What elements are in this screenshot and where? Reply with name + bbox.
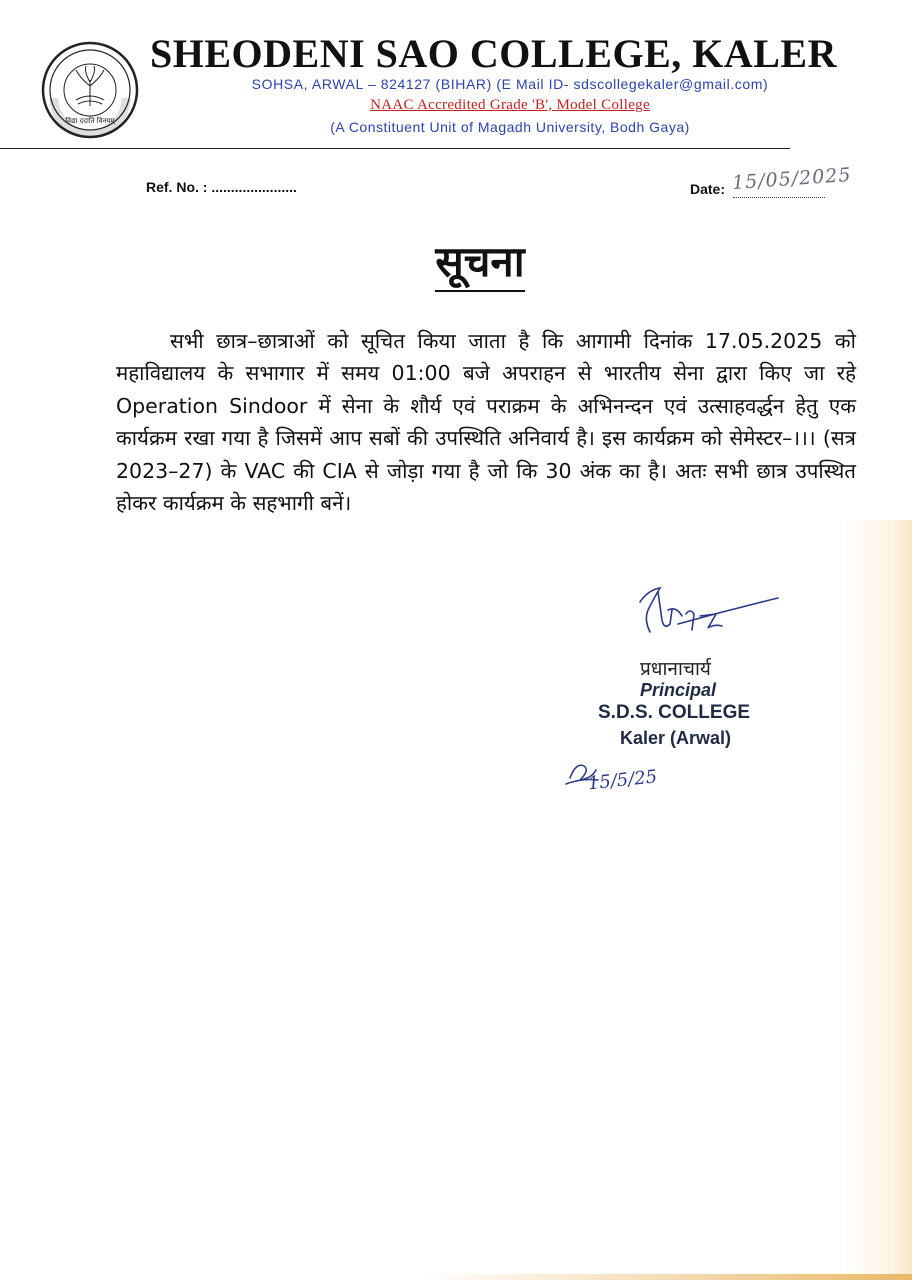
principal-signature bbox=[628, 580, 788, 650]
designation-hindi: प्रधानाचार्य bbox=[640, 658, 711, 680]
college-name: SHEODENI SAO COLLEGE, KALER bbox=[150, 31, 837, 76]
paper-bottom-edge bbox=[420, 1274, 912, 1280]
notice-title bbox=[380, 232, 580, 289]
affiliation-line: (A Constituent Unit of Magadh University, Bodh Gaya) bbox=[330, 119, 690, 135]
paper-edge-tint bbox=[842, 520, 912, 1280]
accreditation-line: NAAC Accredited Grade 'B', Model College bbox=[370, 97, 650, 113]
college-seal-icon bbox=[40, 40, 140, 140]
date-underline bbox=[733, 197, 825, 198]
date-label: Date: bbox=[690, 181, 726, 197]
reference-number: Ref. No. : ...................... bbox=[146, 179, 297, 195]
notice-title-text: सूचना bbox=[435, 237, 524, 292]
initial-with-date bbox=[562, 748, 662, 798]
college-address: SOHSA, ARWAL – 824127 (BIHAR) (E Mail ID- sdscollegekaler@gmail.com) bbox=[251, 76, 769, 92]
initial-date: 15/5/25 bbox=[586, 766, 659, 795]
notice-body: सभी छात्र–छात्राओं को सूचित किया जाता है कि आगामी दिनांक 17.05.2025 को महाविद्यालय के सभागार में समय 01:00 बजे अपराहन से भारतीय सेना द्वारा किए जा रहे Operation Sindoor में सेना के शौर्य एवं पराक्रम के अभिनन्दन एवं उत्साहवर्द्धन हेतु एक कार्यक्रम रखा गया है जिसमें आप सबों की उपस्थिति अनिवार्य है। इस कार्यक्रम को सेमेस्टर–।।। (सत्र 2023–27) के VAC की CIA से जोड़ा गया है जो कि 30 अंक का है। अतः सभी छात्र उपस्थित होकर कार्यक्रम के सहभागी बनें। bbox=[116, 329, 856, 516]
header-divider bbox=[0, 148, 790, 149]
place-stamp: Kaler (Arwal) bbox=[620, 728, 732, 748]
designation-english: Principal bbox=[640, 680, 717, 700]
college-stamp: S.D.S. COLLEGE bbox=[598, 702, 751, 723]
handwritten-date: 15/05/2025 bbox=[731, 163, 853, 195]
seal-motto: विद्या ददाति विनयम् bbox=[65, 117, 115, 125]
